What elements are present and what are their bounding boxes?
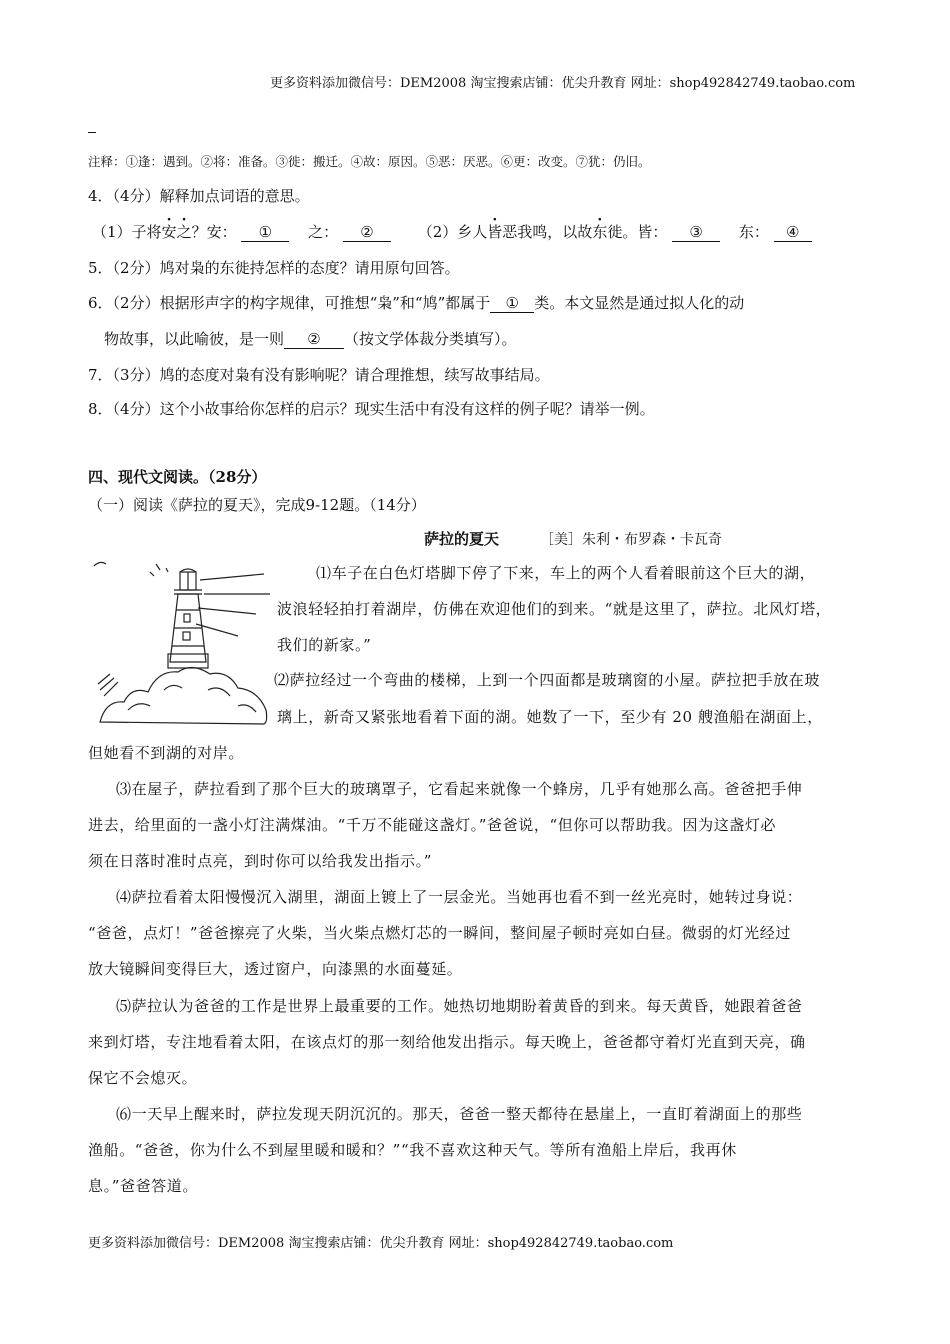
- answer-blank-4[interactable]: ④: [774, 223, 812, 242]
- answer-blank-6-1[interactable]: ①: [490, 294, 534, 313]
- article-line: 息。”爸爸答道。: [88, 1177, 198, 1195]
- section-title: 四、现代文阅读。（28分）: [88, 468, 267, 486]
- article-line: ⑴车子在白色灯塔脚下停了下来，车上的两个人看着眼前这个巨大的湖，: [316, 564, 816, 582]
- dotted-char: 皆: [487, 223, 503, 241]
- question-4-stem: 4．（4分）解释加点词语的意思。: [88, 187, 310, 205]
- question-6-line-2: 物故事，以此喻彼，是一则 ② （按文学体裁分类填写）。: [104, 330, 517, 348]
- question-5: 5．（2分）鸠对枭的东徙持怎样的态度？请用原句回答。: [88, 259, 460, 277]
- lighthouse-illustration: [88, 550, 278, 728]
- article-line: ⑸萨拉认为爸爸的工作是世界上最重要的工作。她热切地期盼着黄昏的到来。每天黄昏，她跟着爸爸: [116, 997, 803, 1015]
- article-line: 璃上，新奇又紧张地看着下面的湖。她数了一下，至少有 20 艘渔船在湖面上，: [277, 708, 823, 726]
- article-line: “爸爸，点灯！”爸爸擦亮了火柴，当火柴点燃灯芯的一瞬间，整间屋子顿时亮如白昼。微弱的灯光经过: [88, 924, 791, 942]
- article-line: 来到灯塔，专注地看着太阳，在该点灯的那一刻给他发出指示。每天晚上，爸爸都守着灯光直到天亮，确: [88, 1033, 806, 1051]
- question-7: 7．（3分）鸠的态度对枭有没有影响呢？请合理推想，续写故事结局。: [88, 366, 550, 384]
- question-4-items: （1）子将安之？安： ① 之： ② （2）乡人皆恶我鸣，以故东徙。皆： ③ 东： ④: [92, 221, 812, 242]
- article-line: ⑶在屋子，萨拉看到了那个巨大的玻璃罩子，它看起来就像一个蜂房，几乎有她那么高。爸爸把手伸: [116, 780, 803, 798]
- article-line: 保它不会熄灭。: [88, 1069, 198, 1087]
- article-line: 放大镜瞬间变得巨大，透过窗户，向漆黑的水面蔓延。: [88, 960, 463, 978]
- article-line: 我们的新家。”: [277, 636, 372, 654]
- answer-blank-2[interactable]: ②: [343, 223, 391, 242]
- dotted-char: 之: [176, 223, 192, 241]
- question-8: 8．（4分）这个小故事给你怎样的启示？现实生活中有没有这样的例子呢？请举一例。: [88, 400, 655, 418]
- answer-blank-1[interactable]: ①: [241, 223, 289, 242]
- article-line: 但她看不到湖的对岸。: [88, 744, 245, 762]
- article-line: 须在日落时准时点亮，到时你可以给我发出指示。”: [88, 852, 432, 870]
- answer-blank-6-2[interactable]: ②: [284, 330, 344, 349]
- article-line: 进去，给里面的一盏小灯注满煤油。“千万不能碰这盏灯。”爸爸说，“但你可以帮助我。因为这盏灯必: [88, 816, 777, 834]
- page-header: 更多资料添加微信号：DEM2008 淘宝搜索店铺：优尖升教育 网址：shop492842749.taobao.com: [270, 76, 856, 91]
- article-line: 渔船。“爸爸，你为什么不到屋里暖和暖和？”“我不喜欢这种天气。等所有渔船上岸后，我再休: [88, 1141, 737, 1159]
- dotted-char: 东: [592, 223, 608, 241]
- dotted-char: 安: [161, 223, 177, 241]
- article-author: ［美］朱利・布罗森・卡瓦奇: [540, 532, 722, 548]
- article-title: 萨拉的夏天: [424, 530, 500, 548]
- article-line: ⑵萨拉经过一个弯曲的楼梯，上到一个四面都是玻璃窗的小屋。萨拉把手放在玻: [274, 671, 821, 689]
- article-line: ⑷萨拉看着太阳慢慢沉入湖里，湖面上镀上了一层金光。当她再也看不到一丝光亮时，她转过身说：: [116, 888, 803, 906]
- article-line: ⑹一天早上醒来时，萨拉发现天阴沉沉的。那天，爸爸一整天都待在悬崖上，一直盯着湖面上的那些: [116, 1105, 803, 1123]
- question-6-line-1: 6．（2分）根据形声字的构字规律，可推想“枭”和“鸠”都属于 ① 类。本文显然是通过拟人化的动: [88, 294, 745, 312]
- dash-mark: [88, 132, 96, 133]
- section-subtitle: （一）阅读《萨拉的夏天》，完成9-12题。（14分）: [88, 496, 426, 514]
- article-line: 波浪轻轻拍打着湖岸，仿佛在欢迎他们的到来。“就是这里了，萨拉。北风灯塔，: [277, 600, 832, 618]
- annotation-notes: 注释：①逢：遇到。②将：准备。③徙：搬迁。④故：原因。⑤恶：厌恶。⑥更：改变。⑦犹：仍旧。: [88, 154, 651, 169]
- answer-blank-3[interactable]: ③: [672, 223, 720, 242]
- page-footer: 更多资料添加微信号：DEM2008 淘宝搜索店铺：优尖升教育 网址：shop492842749.taobao.com: [88, 1236, 674, 1251]
